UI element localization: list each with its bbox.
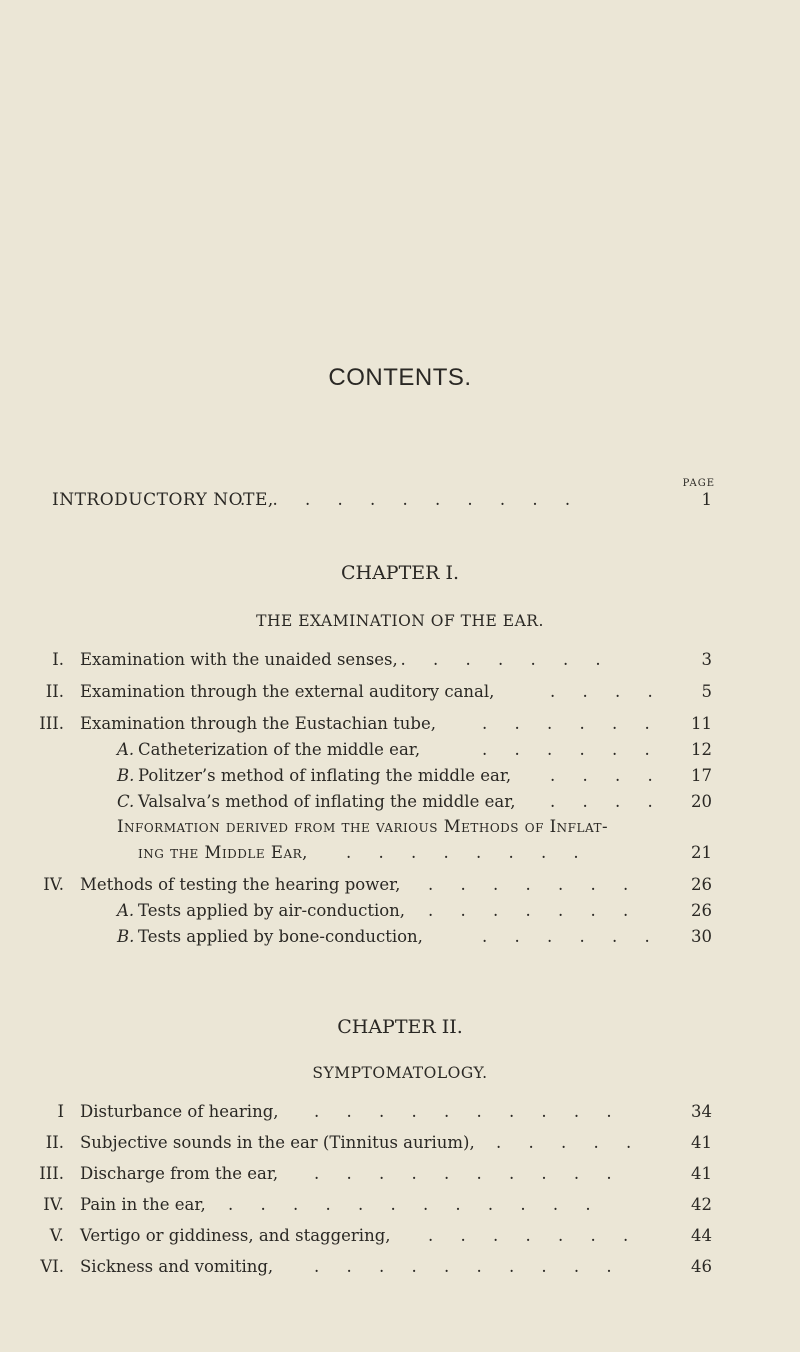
entry-text: Politzer’s method of inflating the middle ear, [138,766,512,785]
entry-page: 26 [691,901,712,920]
entry-text: ing the Middle Ear, [138,843,308,862]
toc-subentry[interactable] [0,925,800,949]
entry-page: 17 [691,766,712,785]
entry-letter: B. [117,927,135,946]
entry-page: 42 [691,1195,712,1214]
entry-page: 11 [691,714,712,733]
entry-letter: A. [117,901,135,920]
leader-dots: . . . . . . . [428,875,640,894]
leader-dots: . . . . [550,682,664,701]
leader-dots: . . . . . . . [428,901,640,920]
toc-info-entry-continued[interactable] [0,841,800,865]
leader-dots: . . . . . . . . . . [314,1257,623,1276]
entry-number: I [57,1102,64,1121]
leader-dots: . . . . . . . . . . [314,1164,623,1183]
toc-subentry[interactable] [0,790,800,814]
toc-subentry[interactable] [0,738,800,762]
chapter-heading: CHAPTER II. [337,1016,463,1038]
entry-text: Disturbance of hearing, [80,1102,279,1121]
intro-entry[interactable] [0,488,800,512]
entry-text: Tests applied by bone-conduction, [138,927,423,946]
toc-entry[interactable] [0,873,800,897]
entry-page: 46 [691,1257,712,1276]
entry-page: 20 [691,792,712,811]
toc-entry[interactable] [0,712,800,736]
entry-text: Examination through the Eustachian tube, [80,714,436,733]
entry-letter: C. [117,792,135,811]
entry-text: Vertigo or giddiness, and staggering, [80,1226,391,1245]
entry-number: III. [39,714,64,733]
leader-dots: . . . . . . . . [346,843,590,862]
entry-page: 26 [691,875,712,894]
leader-dots: . . . . . . . . . . . . [228,1195,602,1214]
entry-text: Discharge from the ear, [80,1164,279,1183]
entry-number: IV. [43,875,64,894]
entry-number: V. [49,1226,64,1245]
entry-page: 41 [691,1164,712,1183]
entry-page: 34 [691,1102,712,1121]
entry-text: Catheterization of the middle ear, [138,740,421,759]
leader-dots: . . . . . . . . . . [314,1102,623,1121]
toc-entry[interactable] [0,1162,800,1186]
entry-number: IV. [43,1195,64,1214]
entry-text: Pain in the ear, [80,1195,206,1214]
entry-text: Methods of testing the hearing power, [80,875,401,894]
entry-text: Information derived from the various Methods of Inflat- [117,817,609,836]
leader-dots: . . . . [550,792,664,811]
leader-dots: . . . . . . [482,714,661,733]
toc-info-entry[interactable] [0,815,800,839]
entry-text: Tests applied by air-conduction, [138,901,406,920]
entry-text: Examination with the unaided senses, [80,650,398,669]
page-title: CONTENTS. [328,364,472,391]
chapter-subtitle: THE EXAMINATION OF THE EAR. [256,612,544,630]
entry-page: 3 [701,650,712,669]
entry-text: Sickness and vomiting, [80,1257,274,1276]
entry-letter: B. [117,766,135,785]
toc-subentry[interactable] [0,764,800,788]
toc-entry[interactable] [0,1131,800,1155]
leader-dots: . . . . . . . . . . . [240,490,582,509]
leader-dots: . . . . . . . . [368,650,612,669]
entry-number: I. [52,650,64,669]
entry-number: III. [39,1164,64,1183]
toc-entry[interactable] [0,1224,800,1248]
entry-page: 44 [691,1226,712,1245]
leader-dots: . . . . . . [482,740,661,759]
leader-dots: . . . . . . [482,927,661,946]
entry-number: VI. [40,1257,64,1276]
leader-dots: . . . . . [496,1133,643,1152]
toc-subentry[interactable] [0,899,800,923]
entry-text: Valsalva’s method of inflating the middle ear, [138,792,516,811]
toc-entry[interactable] [0,1100,800,1124]
toc-entry[interactable] [0,1255,800,1279]
leader-dots: . . . . . . . [428,1226,640,1245]
entry-page: 5 [701,682,712,701]
toc-entry[interactable] [0,1193,800,1217]
entry-text: INTRODUCTORY NOTE, [52,490,274,510]
entry-page: 41 [691,1133,712,1152]
toc-entry[interactable] [0,648,800,672]
entry-page: 12 [691,740,712,759]
entry-page: 30 [691,927,712,946]
entry-page: 1 [701,490,712,509]
entry-number: II. [45,1133,64,1152]
entry-text: Examination through the external auditory canal, [80,682,495,701]
chapter-subtitle: SYMPTOMATOLOGY. [312,1064,488,1082]
entry-number: II. [45,682,64,701]
entry-page: 21 [691,843,712,862]
page-column-header: PAGE [682,478,715,489]
entry-text: Subjective sounds in the ear (Tinnitus aurium), [80,1133,475,1152]
entry-letter: A. [117,740,135,759]
toc-entry[interactable] [0,680,800,704]
chapter-heading: CHAPTER I. [340,562,460,584]
leader-dots: . . . . [550,766,664,785]
